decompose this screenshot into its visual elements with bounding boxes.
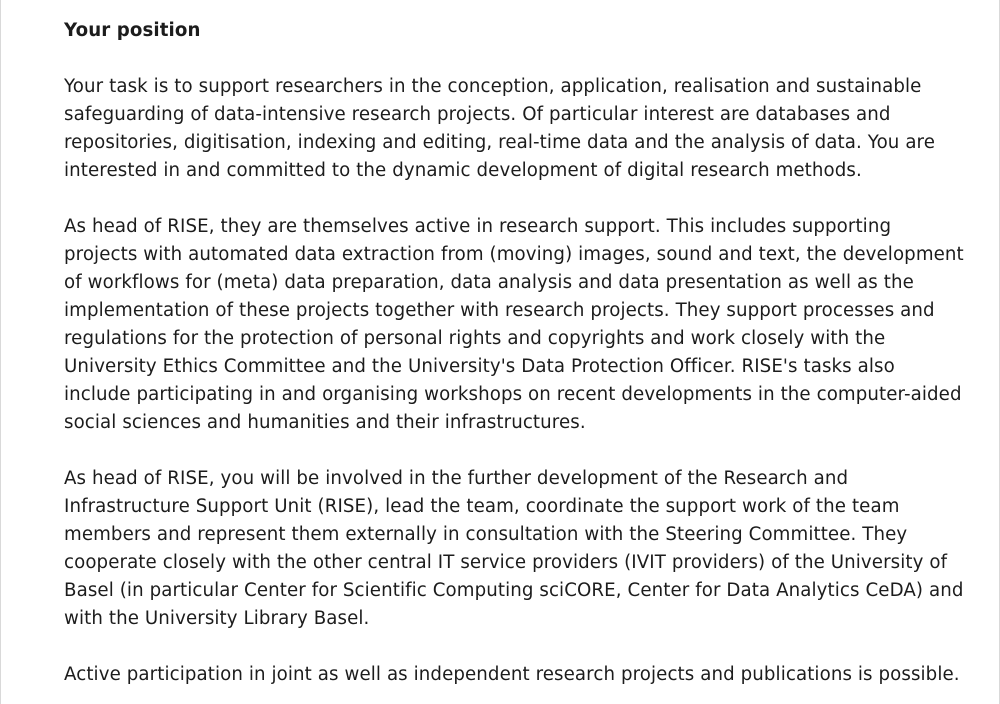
section-heading: Your position (64, 20, 201, 41)
paragraph-task: Your task is to support researchers in the conception, application, realisation and sustainable safeguarding of data-intensive research projects. Of particular interest are databases and repositories, digitisation, indexing and editing, real-time data and the analysis of data. You are interested in and committed to the dynamic development of digital research methods. (64, 76, 936, 181)
paragraph-leadership: As head of RISE, you will be involved in the further development of the Research and Infrastructure Support Unit (RISE), lead the team, coordinate the support work of the team members and represent them externally in consultation with the Steering Committee. They cooperate closely with the other central IT service providers (IVIT providers) of the University of Basel (in particular Center for Scientific Computing sciCORE, Center for Data Analytics CeDA) and with the University Library Basel. (64, 468, 964, 629)
job-description-section (64, 17, 964, 689)
paragraph-participation: Active participation in joint as well as independent research projects and publications is possible. (64, 664, 960, 685)
paragraph-research-support: As head of RISE, they are themselves active in research support. This includes supporting projects with automated data extraction from (moving) images, sound and text, the development of workflows for (meta) data preparation, data analysis and data presentation as well as the implementation of these projects together with research projects. They support processes and regulations for the protection of personal rights and copyrights and work closely with the University Ethics Committee and the University's Data Protection Officer. RISE's tasks also include participating in and organising workshops on recent developments in the computer-aided social sciences and humanities and their infrastructures. (64, 216, 964, 433)
